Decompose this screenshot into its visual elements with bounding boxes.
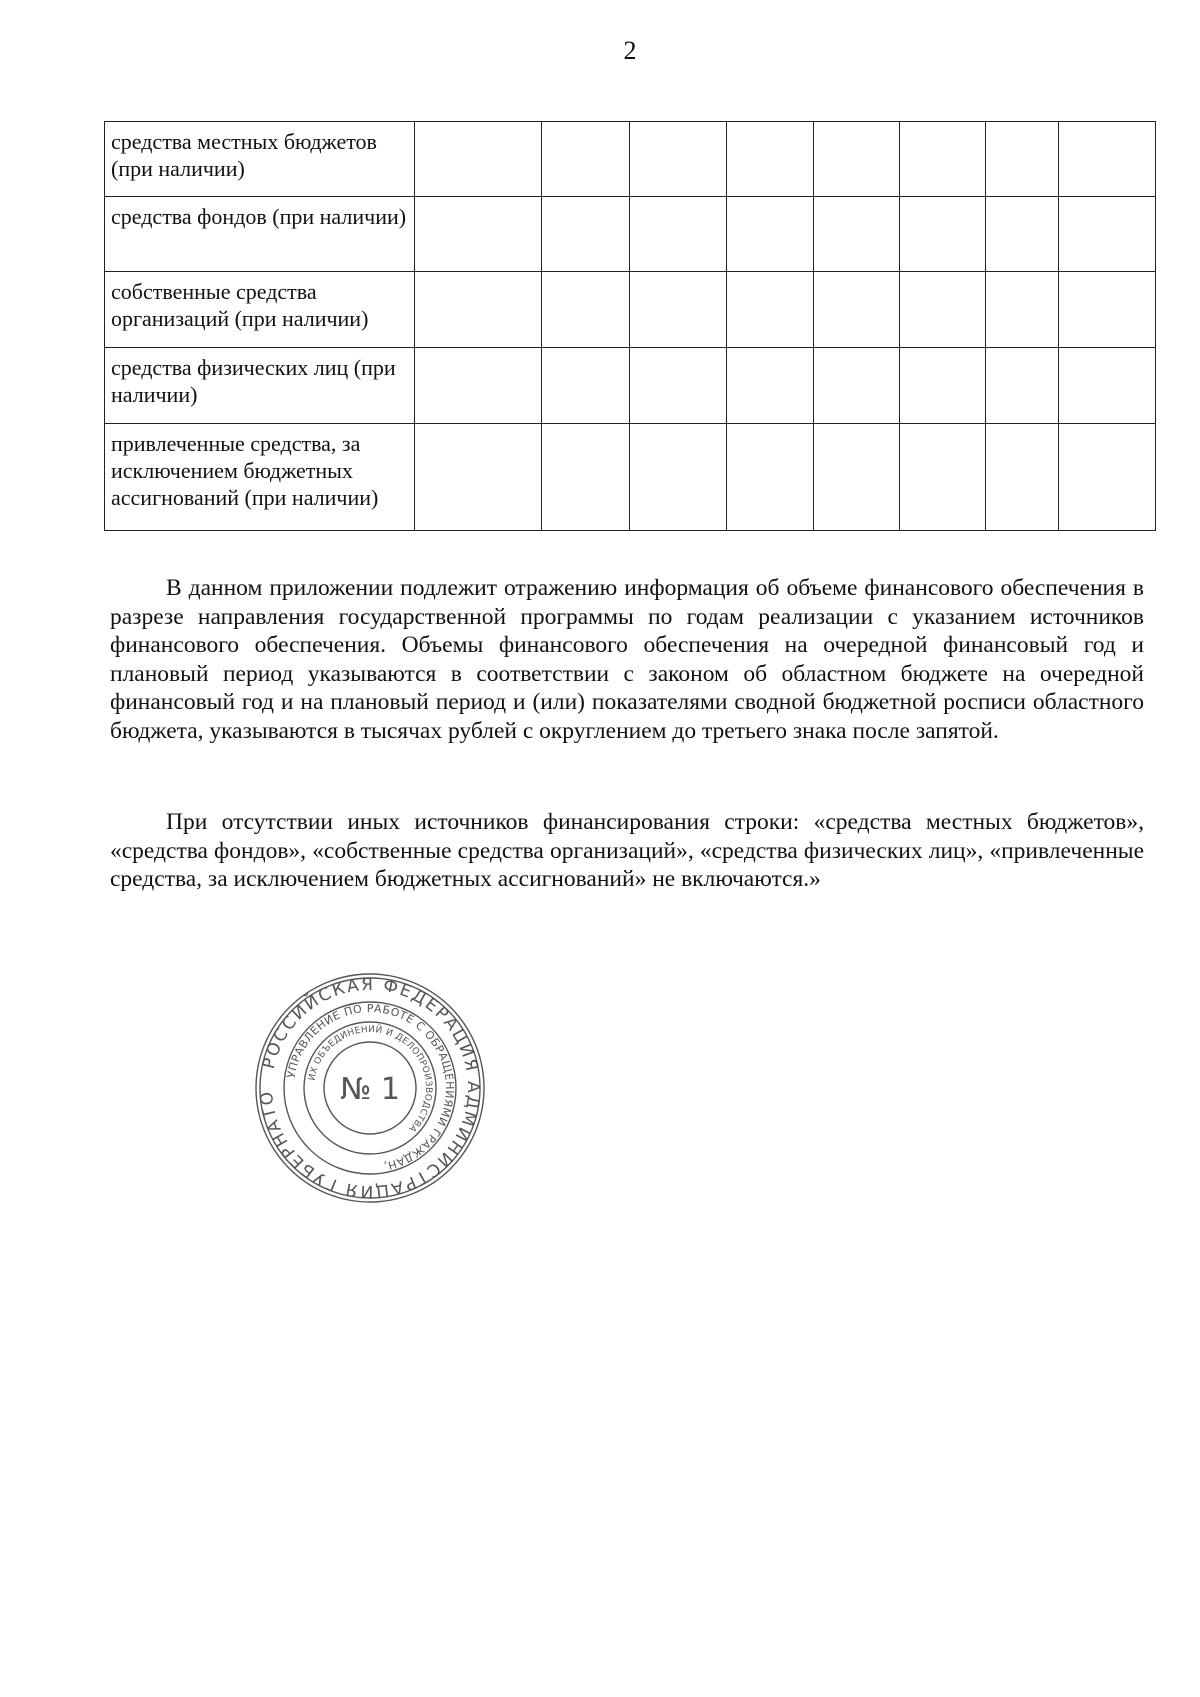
table-cell: [985, 197, 1058, 272]
table-cell: [630, 424, 727, 531]
table-cell: [727, 197, 813, 272]
seal-middle-text: УПРАВЛЕНИЕ ПО РАБОТЕ С ОБРАЩЕНИЯМИ ГРАЖДАН,: [284, 1001, 457, 1173]
table-cell: [899, 122, 985, 197]
table-cell: [415, 424, 542, 531]
table-row: [105, 122, 1156, 197]
table-cell: [1059, 348, 1156, 424]
financing-sources-table: [104, 121, 1156, 531]
table-cell: [1059, 424, 1156, 531]
table-row: [105, 348, 1156, 424]
table-cell: [985, 348, 1058, 424]
row-label: средства физических лиц (при наличии): [105, 348, 415, 424]
row-label: привлеченные средства, за исключением бюджетных ассигнований (при наличии): [105, 424, 415, 531]
table-cell: [899, 348, 985, 424]
table-cell: [630, 348, 727, 424]
table-cell: [1059, 122, 1156, 197]
page-number: 2: [623, 36, 637, 65]
table-cell: [985, 424, 1058, 531]
note-paragraph: При отсутствии иных источников финансирования строки: «средства местных бюджетов», «средства фондов», «собственные средства организаций», «средства физических лиц», «привлеченные средства, за исключением бюджетных ассигнований» не включаются.»: [110, 809, 1144, 892]
table-cell: [985, 272, 1058, 348]
table-cell: [415, 197, 542, 272]
table-cell: [630, 272, 727, 348]
seal-graphic: [250, 968, 490, 1208]
table-cell: [1059, 272, 1156, 348]
table-cell: [813, 197, 899, 272]
table-cell: [727, 348, 813, 424]
table-cell: [630, 122, 727, 197]
table-row: [105, 197, 1156, 272]
official-seal: [250, 968, 490, 1208]
table-cell: [985, 122, 1058, 197]
table-cell: [899, 424, 985, 531]
table-cell: [630, 197, 727, 272]
table-cell: [542, 122, 630, 197]
seal-inner-text: ИХ ОБЪЕДИНЕНИЙ И ДЕЛОПРОИЗВОДСТВА: [307, 1024, 434, 1134]
table-cell: [415, 122, 542, 197]
table-cell: [542, 424, 630, 531]
table-cell: [813, 424, 899, 531]
table-cell: [1059, 197, 1156, 272]
table-cell: [727, 424, 813, 531]
table-row: [105, 272, 1156, 348]
table-cell: [415, 272, 542, 348]
table-cell: [727, 272, 813, 348]
table-cell: [542, 348, 630, 424]
table-cell: [813, 348, 899, 424]
table-cell: [813, 122, 899, 197]
row-label: средства фондов (при наличии): [105, 197, 415, 272]
seal-outer-text: РОССИЙСКАЯ ФЕДЕРАЦИЯ АДМИНИСТРАЦИЯ ГУБЕРНАТО: [256, 974, 484, 1202]
table-cell: [542, 197, 630, 272]
table-row: [105, 424, 1156, 531]
table-cell: [542, 272, 630, 348]
table-cell: [415, 348, 542, 424]
seal-number: № 1: [340, 1072, 400, 1107]
table-cell: [727, 122, 813, 197]
row-label: средства местных бюджетов (при наличии): [105, 122, 415, 197]
row-label: собственные средства организаций (при наличии): [105, 272, 415, 348]
table-cell: [899, 197, 985, 272]
explanation-paragraph: В данном приложении подлежит отражению информация об объеме финансового обеспечения в разрезе направления государственной программы по годам реализации с указанием источников финансового обеспечения. Объемы финансового обеспечения на очередной финансовый год и плановый период указываются в соответствии с законом об областном бюджете на очередной финансовый год и на плановый период и (или) показателями сводной бюджетной росписи областного бюджета, указываются в тысячах рублей с округлением до третьего знака после запятой.: [110, 575, 1144, 744]
table-cell: [813, 272, 899, 348]
table-cell: [899, 272, 985, 348]
